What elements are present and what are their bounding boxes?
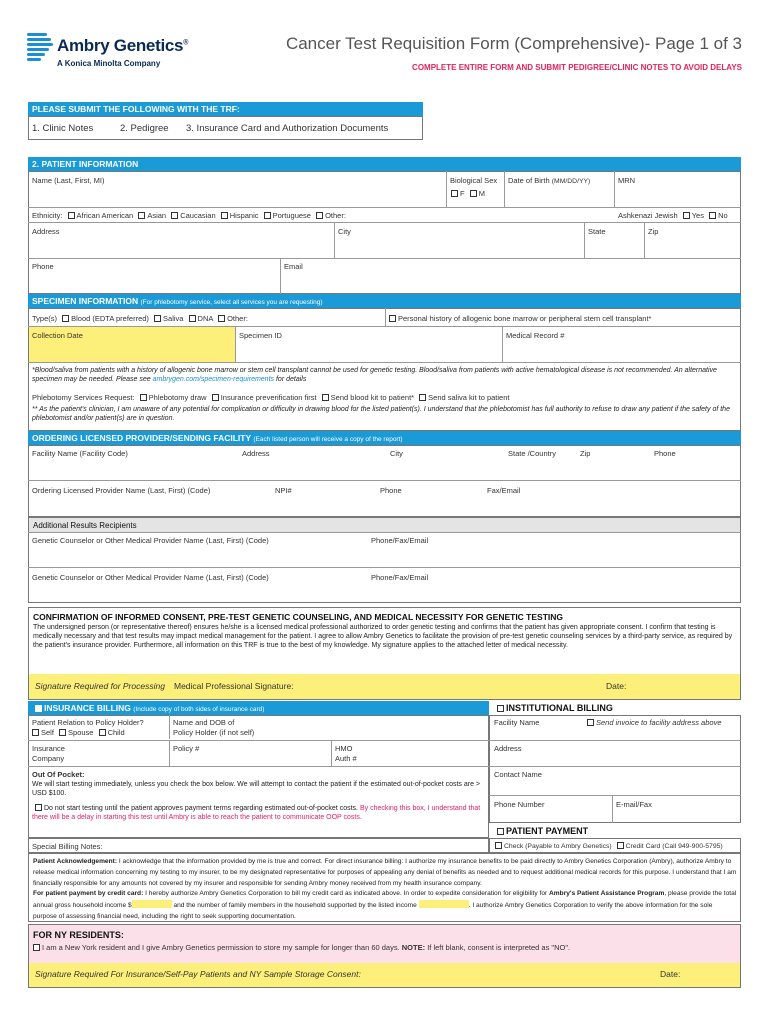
oop-heading: Out Of Pocket:	[32, 770, 85, 779]
divider	[169, 740, 170, 766]
relation-self-checkbox[interactable]	[32, 729, 39, 736]
divider	[334, 222, 335, 258]
phleb-option-label: Send saliva kit to patient	[428, 393, 510, 402]
sex-m-checkbox[interactable]	[470, 190, 477, 197]
medical-signature-field[interactable]: Medical Professional Signature:	[174, 681, 294, 691]
provider-phone-label: Phone	[380, 486, 402, 495]
divider	[612, 795, 613, 823]
type-option-label: Saliva	[163, 314, 184, 323]
patient-name-label: Name (Last, First, MI)	[32, 176, 105, 185]
divider	[504, 171, 505, 207]
facility-zip-label: Zip	[580, 449, 591, 458]
divider	[28, 532, 741, 533]
insurance-company-label2: Company	[32, 754, 65, 763]
divider	[489, 766, 741, 767]
relation-option-label: Child	[107, 728, 125, 737]
policy-relation-label: Patient Relation to Policy Holder?	[32, 718, 144, 727]
phleb-blood-kit-checkbox[interactable]	[322, 394, 329, 401]
institutional-billing-checkbox[interactable]	[497, 705, 504, 712]
ny-consent-row: I am a New York resident and I give Ambry Genetics permission to store my sample for longer than 60 days. NOTE: If left blank, consent is interpreted as "NO".	[30, 943, 570, 952]
ashkenazi-no-checkbox[interactable]	[709, 212, 716, 219]
recipients-heading: Additional Results Recipients	[33, 521, 137, 530]
brand-name: Ambry Genetics®	[57, 36, 189, 55]
specimen-heading: SPECIMEN INFORMATION (For phlebotomy service, select all services you are requesting)	[28, 294, 741, 308]
insurance-company-label: Insurance	[32, 744, 65, 753]
relation-option-label: Self	[41, 728, 54, 737]
ashkenazi-row	[618, 211, 728, 220]
auth-label: Auth #	[335, 754, 357, 763]
phlebotomy-label: Phlebotomy Services Request:	[32, 393, 135, 402]
type-blood-checkbox[interactable]	[62, 315, 69, 322]
inst-phone-label: Phone Number	[494, 800, 545, 809]
divider	[644, 222, 645, 258]
phlebotomy-note: ** As the patient's clinician, I am unaware of any potential for complication or difficulty in drawing blood for the listed patient(s). I understand that the phlebotomist has full authority to refuse to draw any patient if the safety of the phlebotomist and/or patient(s) are in question.	[32, 406, 730, 422]
submit-item-insurance: 3. Insurance Card and Authorization Documents	[186, 123, 389, 134]
insurance-signature-field[interactable]: Signature Required For Insurance/Self-Pay Patients and NY Sample Storage Consent:	[35, 969, 361, 979]
specimen-warning: *Blood/saliva from patients with a history of allogenic bone marrow or stem cell transplant cannot be used for genetic testing. Blood/saliva from patients with active hematological disease is not recommended. An alternative specimen may be needed. Please see ambrygen.com/specimen-requirements for details	[32, 367, 717, 383]
recipients-box	[28, 517, 741, 603]
divider	[614, 171, 615, 207]
facility-address-label: Address	[242, 449, 270, 458]
eth-asian-checkbox[interactable]	[138, 212, 145, 219]
special-billing-box	[28, 838, 489, 853]
consent-heading: CONFIRMATION OF INFORMED CONSENT, PRE-TEST GENETIC COUNSELING, AND MEDICAL NECESSITY FOR GENETIC TESTING	[33, 612, 564, 622]
ny-date-field[interactable]: Date:	[660, 969, 681, 979]
eth-african-american-checkbox[interactable]	[68, 212, 75, 219]
income-field[interactable]	[132, 900, 172, 908]
specimen-id-label: Specimen ID	[239, 331, 282, 340]
eth-other-checkbox[interactable]	[316, 212, 323, 219]
divider	[489, 795, 741, 796]
divider	[28, 207, 741, 208]
medical-record-label: Medical Record #	[506, 331, 565, 340]
patient-payment-heading: PATIENT PAYMENT	[494, 826, 588, 837]
eth-option-label: Hispanic	[229, 211, 259, 220]
mrn-label: MRN	[618, 176, 636, 185]
ny-box	[28, 924, 741, 988]
provider-fax-label: Fax/Email	[487, 486, 521, 495]
send-invoice-row: Send invoice to facility address above	[584, 718, 722, 727]
ethnicity-row	[32, 211, 346, 220]
gc1-label: Genetic Counselor or Other Medical Provider Name (Last, First) (Code)	[32, 536, 269, 545]
eth-option-label: Other:	[325, 211, 346, 220]
divider	[489, 740, 741, 741]
type-option-label: Blood (EDTA preferred)	[71, 314, 149, 323]
phleb-option-label: Phlebotomy draw	[148, 393, 207, 402]
no-label: No	[718, 211, 728, 220]
divider	[331, 740, 332, 766]
check-payment-checkbox[interactable]	[495, 842, 502, 849]
acknowledgement-text: Patient Acknowledgement: I acknowledge that the information provided by me is true and correct. For direct insurance billing: I authorize my insurance benefits to be paid directly to Ambry Genetics Corporation (Ambry), authorize Ambry to release medical information concerning my testing to my insurer, to be my designated representative for purposes of appealing any denial of benefits as needed and to request additional medical records for this purpose. I understand that I am financially responsible for any amounts not covered by my insurer and responsible for sending Ambry money received from my health insurance company. For patient payment by credit card: I hereby authorize Ambry Genetics Corporation to bill my credit card as indicated above. In order to expedite consideration for eligibility for Ambry's Patient Assistance Program, please provide the total annual gross household income $ and the number of family members in the household supported by the listed income . I authorize Ambry Genetics Corporation to verify the above information for the sole purpose of assessing financial need, including the right to seek supporting documentation.	[33, 858, 737, 920]
divider	[28, 766, 489, 767]
family-members-field[interactable]	[419, 900, 469, 908]
yes-label: Yes	[691, 211, 704, 220]
specimen-requirements-link[interactable]: ambrygen.com/specimen-requirements	[152, 376, 275, 383]
inst-contact-label: Contact Name	[494, 770, 542, 779]
insurance-billing-checkbox[interactable]	[35, 705, 42, 712]
eth-option-label: Asian	[147, 211, 167, 220]
patient-payment-checkbox[interactable]	[497, 828, 504, 835]
divider	[235, 326, 236, 362]
signature-required-label: Signature Required for Processing	[35, 681, 165, 691]
provider-box	[28, 445, 741, 517]
page-subtitle: COMPLETE ENTIRE FORM AND SUBMIT PEDIGREE/CLINIC NOTES TO AVOID DELAYS	[412, 63, 742, 72]
ny-heading: FOR NY RESIDENTS:	[33, 930, 124, 940]
policy-relation-options	[29, 728, 125, 737]
eth-portuguese-checkbox[interactable]	[264, 212, 271, 219]
sex-label: Biological Sex	[450, 176, 498, 185]
specimen-type-row	[32, 314, 248, 323]
policy-number-label: Policy #	[173, 744, 200, 753]
type-option-label: Other:	[227, 314, 248, 323]
divider	[502, 326, 503, 362]
facility-phone-label: Phone	[654, 449, 676, 458]
phlebotomy-row	[32, 393, 509, 402]
facility-state-label: State /Country	[508, 449, 556, 458]
phone-label: Phone	[32, 262, 54, 271]
divider	[584, 222, 585, 258]
relation-child-checkbox[interactable]	[99, 729, 106, 736]
gc2-contact-label: Phone/Fax/Email	[371, 573, 429, 582]
patient-section-heading: 2. PATIENT INFORMATION	[28, 157, 741, 171]
type-dna-checkbox[interactable]	[189, 315, 196, 322]
credit-card-checkbox[interactable]	[617, 842, 624, 849]
consent-date-field[interactable]: Date:	[606, 681, 627, 691]
address-label: Address	[32, 227, 60, 236]
provider-heading: ORDERING LICENSED PROVIDER/SENDING FACILITY (Each listed person will receive a copy of the report)	[28, 431, 741, 445]
relation-spouse-checkbox[interactable]	[59, 729, 66, 736]
gc2-label: Genetic Counselor or Other Medical Provider Name (Last, First) (Code)	[32, 573, 269, 582]
ethnicity-label: Ethnicity:	[32, 211, 63, 220]
divider	[169, 715, 170, 739]
ashkenazi-label: Ashkenazi Jewish	[618, 211, 678, 220]
insurance-heading: INSURANCE BILLING (Include copy of both sides of insurance card)	[28, 701, 489, 715]
divider	[28, 567, 741, 568]
submit-item-pedigree: 2. Pedigree	[120, 123, 169, 134]
ambry-logo-icon	[27, 33, 53, 63]
type-option-label: DNA	[197, 314, 213, 323]
ashkenazi-yes-checkbox[interactable]	[683, 212, 690, 219]
special-billing-label: Special Billing Notes:	[32, 842, 103, 851]
divider	[280, 258, 281, 294]
submit-heading: PLEASE SUBMIT THE FOLLOWING WITH THE TRF:	[28, 102, 423, 116]
divider	[28, 362, 741, 363]
transplant-checkbox[interactable]	[389, 315, 396, 322]
patient-box	[28, 171, 741, 294]
eth-option-label: Portuguese	[272, 211, 311, 220]
inst-email-label: E-mail/Fax	[616, 800, 652, 809]
sex-f-checkbox[interactable]	[451, 190, 458, 197]
send-invoice-checkbox[interactable]	[587, 719, 594, 726]
policy-holder-label2: Policy Holder (if not self)	[173, 728, 255, 737]
gc1-contact-label: Phone/Fax/Email	[371, 536, 429, 545]
hmo-label: HMO	[335, 744, 353, 753]
city-label: City	[338, 227, 351, 236]
eth-hispanic-checkbox[interactable]	[221, 212, 228, 219]
divider	[28, 740, 489, 741]
phleb-preverification-checkbox[interactable]	[212, 394, 219, 401]
institutional-heading: INSTITUTIONAL BILLING	[494, 703, 613, 714]
divider	[28, 222, 741, 223]
npi-label: NPI#	[275, 486, 292, 495]
ordering-provider-label: Ordering Licensed Provider Name (Last, First) (Code)	[32, 486, 211, 495]
divider	[28, 480, 741, 481]
dob-label: Date of Birth (MM/DD/YY)	[508, 176, 591, 185]
divider	[446, 171, 447, 207]
page-title: Cancer Test Requisition Form (Comprehensive)- Page 1 of 3	[285, 34, 742, 53]
divider	[28, 258, 741, 259]
zip-label: Zip	[648, 227, 659, 236]
payment-options: Check (Payable to Ambry Genetics) Credit Card (Call 949-900-5795)	[492, 842, 723, 851]
phleb-option-label: Send blood kit to patient*	[330, 393, 415, 402]
email-label: Email	[284, 262, 303, 271]
eth-option-label: African American	[76, 211, 134, 220]
transplant-row	[386, 314, 651, 323]
state-label: State	[588, 227, 606, 236]
sex-f-label: F	[460, 189, 465, 198]
transplant-label: Personal history of allogenic bone marrow or peripheral stem cell transplant*	[398, 314, 652, 323]
facility-city-label: City	[390, 449, 403, 458]
eth-caucasian-checkbox[interactable]	[171, 212, 178, 219]
inst-address-label: Address	[494, 744, 522, 753]
phleb-option-label: Insurance preverification first	[220, 393, 317, 402]
specimen-type-label: Type(s)	[32, 314, 58, 323]
oop-text: We will start testing immediately, unless you check the box below. We will attempt to contact the patient if the estimated out-of-pocket costs are > USD $100.	[32, 781, 481, 797]
inst-facility-label: Facility Name	[494, 718, 540, 727]
type-saliva-checkbox[interactable]	[154, 315, 161, 322]
brand-subtitle: A Konica Minolta Company	[57, 59, 161, 68]
policy-holder-label: Name and DOB of	[173, 718, 235, 727]
type-other-checkbox[interactable]	[218, 315, 225, 322]
eth-option-label: Caucasian	[180, 211, 216, 220]
phleb-draw-checkbox[interactable]	[140, 394, 147, 401]
facility-name-label: Facility Name (Facility Code)	[32, 449, 128, 458]
relation-option-label: Spouse	[68, 728, 94, 737]
phleb-saliva-kit-checkbox[interactable]	[419, 394, 426, 401]
consent-text: The undersigned person (or representative thereof) ensures he/she is a licensed medical professional authorized to order genetic testing and confirms that the patient has given appropriate consent. I confirm that testing is medically necessary and that test results may impact medical management for the patient. I agree to allow Ambry Genetics to facilitate the provision of pre-test genetic counseling services by a third-party service, as required by the patient's insurance provider. Furthermore, all information on this TRF is true to the best of my knowledge. My signature applies to the attached letter of medical necessity.	[33, 624, 733, 649]
collection-date-label: Collection Date	[32, 331, 83, 340]
oop-delay-checkbox[interactable]	[35, 804, 42, 811]
sex-m-label: M	[478, 189, 485, 198]
submit-item-clinic-notes: 1. Clinic Notes	[32, 123, 94, 134]
oop-option: Do not start testing until the patient approves payment terms regarding estimated out-of-pocket costs. By checking this box, I understand that there will be a delay in starting this test until Ambry is able to reach the patient to communicate OOP costs.	[32, 805, 481, 821]
sex-options	[448, 189, 485, 198]
